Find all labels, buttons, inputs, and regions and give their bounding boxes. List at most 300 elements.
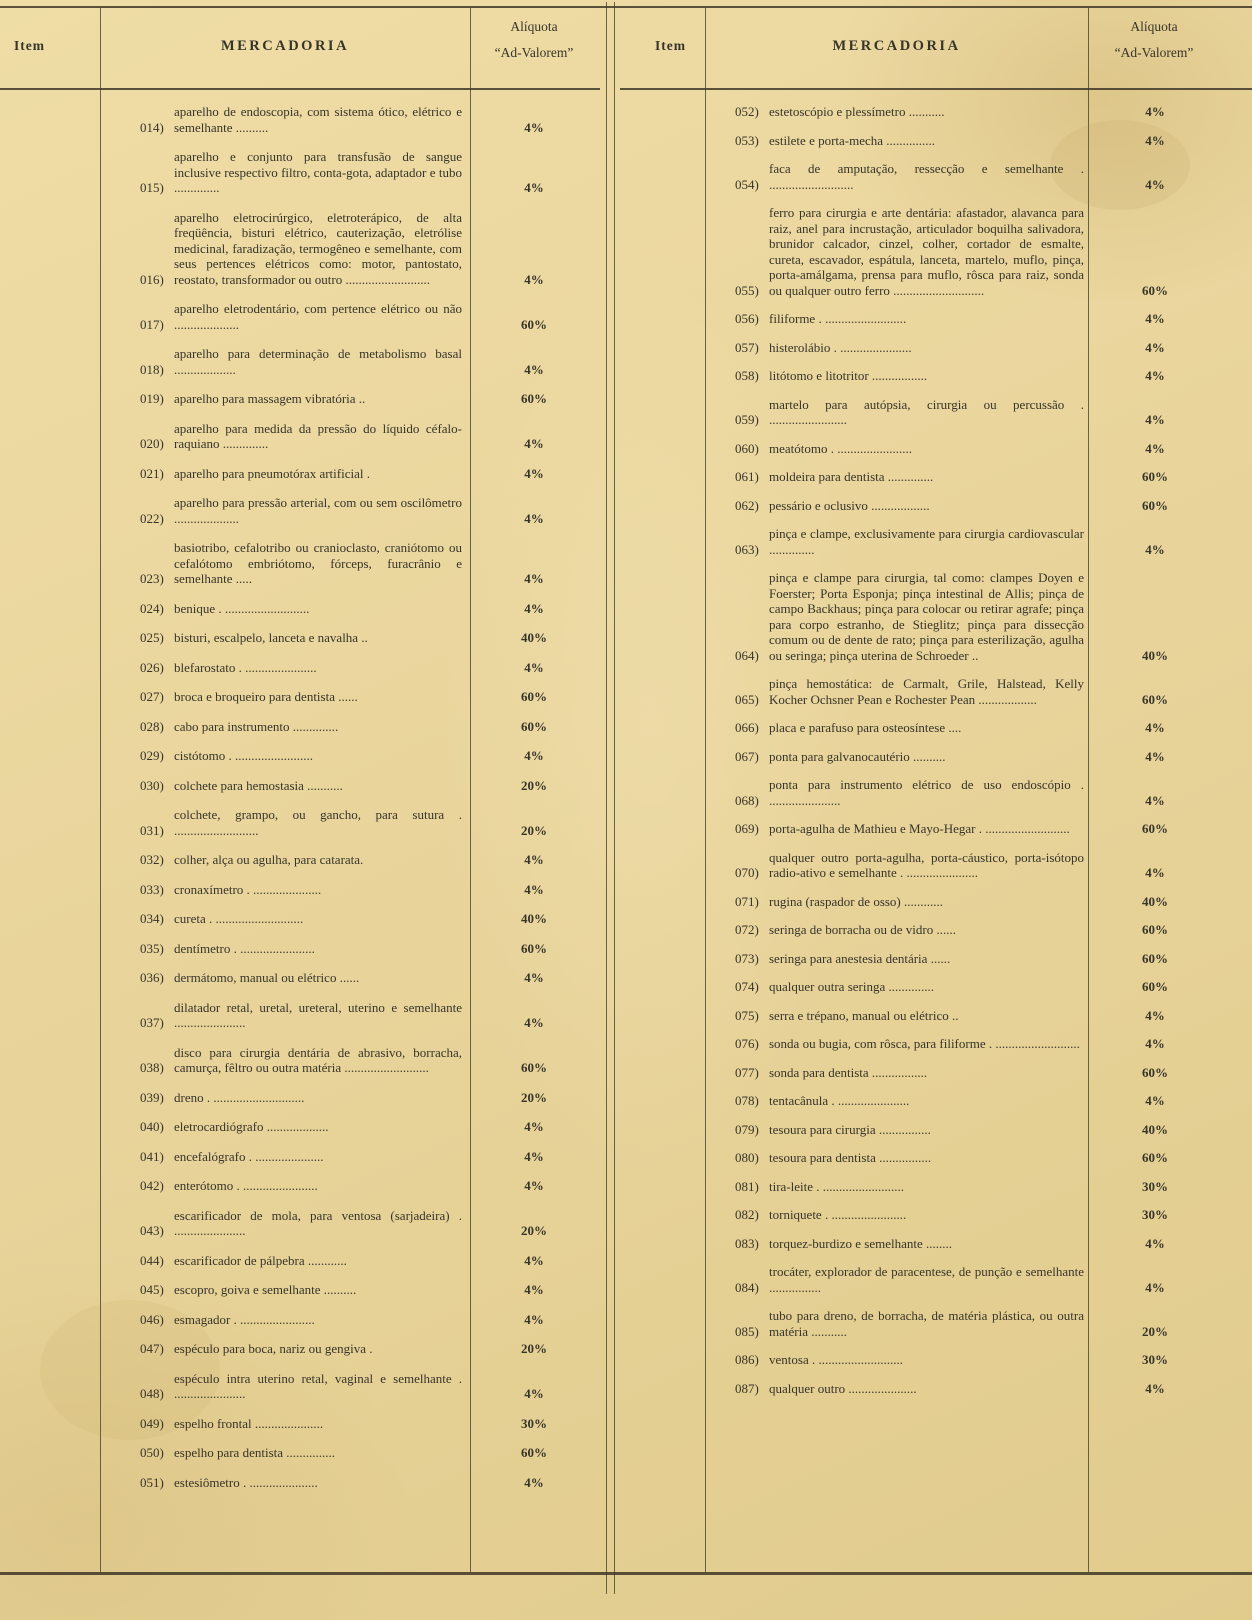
item-rate: 4%: [1145, 339, 1165, 355]
item-number: 027): [140, 689, 164, 704]
item-rate: 4%: [1145, 720, 1165, 735]
item-description: pinça e clampe para cirurgia, tal como: clampes Doyen e Foerster; Porta Esponja; pinça intestinal de Allis; pinça de campo Backhaus; pinça para colocar ou retirar agrafe; pinça para corpo estranho, de Stieglitz; pinça para dissecção comum ou de dente de rato; pinça para esterilização, agulha ou seringa; pinça uterina de Schroeder ..: [769, 570, 1084, 663]
item-column-header: Item: [655, 38, 686, 53]
item-rate: 4%: [524, 1015, 544, 1030]
item-description: seringa para anestesia dentária ......: [769, 950, 951, 966]
table-row: [620, 979, 1220, 995]
item-rate: 4%: [1145, 748, 1165, 764]
item-description: eletrocardiógrafo ...................: [174, 1119, 329, 1134]
item-number: 043): [140, 1223, 164, 1238]
item-description: qualquer outro .....................: [769, 1380, 917, 1396]
table-row: [0, 391, 600, 407]
item-description: moldeira para dentista ..............: [769, 469, 934, 484]
item-number: 058): [735, 368, 759, 383]
table-row: [620, 1008, 1220, 1024]
item-number: 025): [140, 630, 164, 645]
item-description: aparelho para medida da pressão do líquido céfalo-raquiano ..............: [174, 420, 462, 451]
item-number: 070): [735, 865, 759, 880]
item-rate: 4%: [1145, 104, 1165, 119]
item-number: 018): [140, 361, 164, 377]
item-rate: 4%: [1145, 1279, 1165, 1295]
item-rate: 60%: [1142, 1150, 1168, 1165]
item-rate: 30%: [521, 1415, 547, 1431]
item-number: 076): [735, 1036, 759, 1051]
item-number: 081): [735, 1178, 759, 1194]
aliquota-header-line2: “Ad-Valorem”: [494, 45, 574, 61]
item-rate: 4%: [524, 600, 544, 616]
item-description: qualquer outra seringa ..............: [769, 979, 934, 994]
item-description: ponta para galvanocautério ..........: [769, 748, 946, 764]
items-column-right: [620, 104, 1220, 1409]
item-description: escopro, goiva e semelhante ..........: [174, 1282, 357, 1297]
item-rate: 4%: [524, 1474, 544, 1490]
table-row: [620, 441, 1220, 457]
table-row: [0, 1045, 600, 1076]
item-rate: 4%: [1145, 176, 1165, 192]
item-number: 046): [140, 1311, 164, 1327]
item-number: 066): [735, 720, 759, 735]
table-row: [620, 1093, 1220, 1109]
item-number: 033): [140, 881, 164, 897]
item-number: 026): [140, 659, 164, 675]
item-rate: 60%: [521, 718, 547, 734]
table-row: [0, 748, 600, 764]
item-description: tira-leite . .........................: [769, 1178, 905, 1194]
item-description: estesiômetro . .....................: [174, 1474, 318, 1490]
table-row: [620, 311, 1220, 327]
item-rate: 4%: [1145, 792, 1165, 808]
table-row: [0, 1149, 600, 1165]
item-number: 050): [140, 1445, 164, 1460]
item-number: 062): [735, 497, 759, 513]
item-number: 028): [140, 718, 164, 734]
table-row: [620, 161, 1220, 192]
item-number: 069): [735, 821, 759, 836]
item-number: 031): [140, 822, 164, 838]
item-description: martelo para autópsia, cirurgia ou percussão . ........................: [769, 396, 1084, 427]
table-row: [0, 495, 600, 526]
item-rate: 4%: [524, 271, 544, 287]
item-description: espelho para dentista ...............: [174, 1445, 336, 1460]
item-description: filiforme . .........................: [769, 311, 907, 326]
item-rate: 40%: [521, 630, 547, 645]
item-column-header: Item: [14, 38, 45, 53]
item-rate: 4%: [1145, 368, 1165, 383]
table-row: [0, 466, 600, 482]
item-description: placa e parafuso para osteosíntese ....: [769, 720, 962, 735]
table-row: [620, 1207, 1220, 1223]
table-row: [620, 526, 1220, 557]
table-row: [620, 922, 1220, 938]
item-number: 038): [140, 1060, 164, 1075]
item-description: aparelho eletrodentário, com pertence elétrico ou não ....................: [174, 301, 462, 332]
table-row: [620, 951, 1220, 967]
item-description: encefalógrafo . .....................: [174, 1148, 324, 1164]
item-rate: 20%: [521, 1341, 547, 1356]
table-row: [0, 1371, 600, 1402]
item-number: 034): [140, 911, 164, 926]
item-number: 052): [735, 104, 759, 119]
table-row: [0, 1445, 600, 1461]
item-number: 039): [140, 1089, 164, 1105]
table-row: [620, 1036, 1220, 1052]
item-rate: 20%: [1142, 1323, 1168, 1339]
table-row: [0, 1416, 600, 1432]
aliquota-header-line1: Alíquota: [1130, 19, 1178, 34]
item-rate: 4%: [1145, 541, 1165, 557]
center-divider-1: [606, 2, 607, 1594]
table-row: [0, 911, 600, 927]
item-rate: 4%: [524, 119, 544, 135]
item-rate: 4%: [524, 659, 544, 675]
item-rate: 4%: [1145, 440, 1165, 456]
item-number: 060): [735, 440, 759, 456]
item-rate: 4%: [524, 180, 544, 195]
item-description: qualquer outro porta-agulha, porta-cáustico, porta-isótopo radio-ativo e semelhante . ......................: [769, 849, 1084, 880]
table-row: [0, 1282, 600, 1298]
item-description: broca e broqueiro para dentista ......: [174, 689, 358, 704]
item-number: 017): [140, 316, 164, 332]
table-right-half: [620, 0, 1220, 1620]
item-description: serra e trépano, manual ou elétrico ..: [769, 1007, 959, 1023]
item-description: basiotribo, cefalotribo ou cranioclasto, craniótomo ou cefalótomo embriótomo, fórceps, furacrânio e semelhante .....: [174, 540, 462, 586]
table-row: [620, 469, 1220, 485]
item-description: ponta para instrumento elétrico de uso endoscópio . ......................: [769, 777, 1084, 808]
item-description: estetoscópio e plessímetro ...........: [769, 104, 945, 119]
item-description: tesoura para dentista ................: [769, 1150, 932, 1165]
table-row: [620, 1179, 1220, 1195]
table-row: [0, 852, 600, 868]
table-row: [0, 660, 600, 676]
item-rate: 4%: [524, 571, 544, 586]
item-rate: 60%: [1142, 497, 1168, 513]
item-rate: 4%: [524, 1119, 544, 1134]
item-number: 074): [735, 979, 759, 994]
item-number: 048): [140, 1386, 164, 1401]
item-description: colher, alça ou agulha, para catarata.: [174, 852, 364, 867]
item-description: sonda para dentista .................: [769, 1064, 928, 1080]
item-description: litótomo e litotritor .................: [769, 368, 928, 383]
item-description: ventosa . ..........................: [769, 1352, 903, 1367]
table-row: [0, 778, 600, 794]
item-rate: 4%: [524, 852, 544, 867]
item-rate: 60%: [1142, 979, 1168, 994]
table-row: [620, 570, 1220, 663]
item-rate: 30%: [1142, 1352, 1168, 1367]
table-row: [0, 1341, 600, 1357]
item-number: 047): [140, 1341, 164, 1356]
item-description: blefarostato . ......................: [174, 659, 317, 675]
item-number: 041): [140, 1148, 164, 1164]
item-rate: 40%: [521, 911, 547, 926]
table-row: [0, 601, 600, 617]
aliquota-header-line1: Alíquota: [510, 19, 558, 34]
item-number: 030): [140, 777, 164, 793]
table-row: [620, 1236, 1220, 1252]
item-number: 064): [735, 647, 759, 663]
item-description: meatótomo . .......................: [769, 440, 912, 456]
item-number: 051): [140, 1474, 164, 1490]
item-rate: 60%: [1142, 691, 1168, 707]
table-row: [620, 1264, 1220, 1295]
item-description: tesoura para cirurgia ................: [769, 1121, 931, 1137]
mercadoria-column-header: MERCADORIA: [220, 38, 350, 54]
item-number: 023): [140, 571, 164, 586]
item-description: pinça e clampe, exclusivamente para cirurgia cardiovascular ..............: [769, 526, 1084, 557]
item-description: aparelho eletrocirúrgico, eletroterápico, de alta freqüência, bisturi elétrico, cauterização, eletrólise medicinal, faradização, termogêneo e semelhante, com seus pertences elétricos como: motor, pantostato, reostato, transformador ou outro ..........................: [174, 209, 462, 287]
item-number: 057): [735, 339, 759, 355]
item-rate: 4%: [524, 1148, 544, 1164]
item-description: benique . ..........................: [174, 600, 310, 616]
item-number: 014): [140, 119, 164, 135]
item-number: 084): [735, 1279, 759, 1295]
item-description: colchete, grampo, ou gancho, para sutura . ..........................: [174, 807, 462, 838]
item-number: 063): [735, 541, 759, 557]
table-row: [0, 719, 600, 735]
table-row: [0, 882, 600, 898]
item-rate: 60%: [1142, 922, 1168, 937]
item-description: dilatador retal, uretal, ureteral, uterino e semelhante ......................: [174, 999, 462, 1030]
item-number: 068): [735, 792, 759, 808]
item-rate: 20%: [521, 1089, 547, 1105]
table-row: [0, 1208, 600, 1239]
item-rate: 60%: [1142, 1064, 1168, 1080]
table-row: [620, 1122, 1220, 1138]
item-description: histerolábio . ......................: [769, 339, 912, 355]
item-number: 035): [140, 940, 164, 956]
item-description: sonda ou bugia, com rôsca, para filiforme . ..........................: [769, 1036, 1080, 1051]
item-number: 067): [735, 748, 759, 764]
item-rate: 4%: [1145, 1235, 1165, 1251]
item-description: aparelho para massagem vibratória ..: [174, 391, 366, 406]
table-row: [620, 1065, 1220, 1081]
item-description: dermátomo, manual ou elétrico ......: [174, 970, 360, 985]
center-divider-2: [614, 2, 615, 1594]
item-rate: 60%: [521, 1445, 547, 1460]
table-row: [0, 104, 600, 135]
table-row: [620, 1308, 1220, 1339]
item-description: aparelho de endoscopia, com sistema ótico, elétrico e semelhante ..........: [174, 104, 462, 135]
item-number: 083): [735, 1235, 759, 1251]
item-description: cureta . ...........................: [174, 911, 304, 926]
mercadoria-column-header: MERCADORIA: [832, 38, 961, 54]
item-description: aparelho para pneumotórax artificial .: [174, 465, 370, 481]
item-rate: 4%: [1145, 1036, 1165, 1051]
table-row: [0, 1119, 600, 1135]
table-row: [0, 210, 600, 288]
item-rate: 40%: [1142, 647, 1168, 663]
table-row: [620, 205, 1220, 298]
item-number: 054): [735, 176, 759, 192]
item-description: colchete para hemostasia ...........: [174, 777, 343, 793]
table-row: [620, 397, 1220, 428]
items-column-left: [0, 104, 600, 1504]
item-description: aparelho para determinação de metabolismo basal ...................: [174, 346, 462, 377]
item-number: 020): [140, 436, 164, 451]
item-rate: 4%: [524, 361, 544, 377]
item-number: 078): [735, 1093, 759, 1108]
table-row: [0, 540, 600, 587]
item-rate: 30%: [1142, 1207, 1168, 1222]
item-description: aparelho e conjunto para transfusão de sangue inclusive respectivo filtro, conta-gota, adaptador e tubo ..............: [174, 149, 462, 195]
item-rate: 4%: [1145, 1380, 1165, 1396]
item-number: 080): [735, 1150, 759, 1165]
item-description: seringa de borracha ou de vidro ......: [769, 922, 956, 937]
table-row: [0, 1000, 600, 1031]
item-rate: 60%: [521, 1060, 547, 1075]
item-number: 049): [140, 1415, 164, 1431]
table-row: [0, 630, 600, 646]
table-row: [620, 1381, 1220, 1397]
item-rate: 4%: [524, 510, 544, 526]
table-row: [620, 777, 1220, 808]
item-number: 072): [735, 922, 759, 937]
item-description: torquez-burdizo e semelhante ........: [769, 1235, 953, 1251]
item-rate: 4%: [1145, 1093, 1165, 1108]
table-header-right: [620, 0, 1220, 96]
item-description: faca de amputação, ressecção e semelhante . ..........................: [769, 161, 1084, 192]
item-rate: 60%: [1142, 950, 1168, 966]
item-description: disco para cirurgia dentária de abrasivo, borracha, camurça, fêltro ou outra matéria ..........................: [174, 1044, 462, 1075]
item-number: 019): [140, 391, 164, 406]
item-description: cabo para instrumento ..............: [174, 718, 339, 734]
item-description: cronaxímetro . .....................: [174, 881, 322, 897]
table-row: [620, 340, 1220, 356]
item-description: trocáter, explorador de paracentese, de punção e semelhante ................: [769, 1264, 1084, 1295]
item-description: rugina (raspador de osso) ............: [769, 893, 944, 909]
item-number: 071): [735, 893, 759, 909]
item-rate: 60%: [521, 316, 547, 332]
table-row: [620, 749, 1220, 765]
item-number: 086): [735, 1352, 759, 1367]
item-rate: 60%: [521, 689, 547, 704]
item-rate: 4%: [1145, 311, 1165, 326]
table-row: [0, 1475, 600, 1491]
item-number: 082): [735, 1207, 759, 1222]
item-number: 042): [140, 1178, 164, 1193]
aliquota-column-header: [468, 14, 600, 67]
item-rate: 4%: [524, 748, 544, 763]
table-row: [0, 1090, 600, 1106]
item-description: espéculo para boca, nariz ou gengiva .: [174, 1341, 373, 1356]
item-number: 087): [735, 1380, 759, 1396]
item-description: aparelho para pressão arterial, com ou sem oscilômetro ....................: [174, 495, 462, 526]
item-rate: 20%: [521, 777, 547, 793]
table-row: [620, 133, 1220, 149]
table-row: [0, 421, 600, 452]
item-number: 053): [735, 132, 759, 148]
aliquota-header-line2: “Ad-Valorem”: [1114, 45, 1194, 61]
item-number: 065): [735, 691, 759, 707]
item-description: tubo para dreno, de borracha, de matéria plástica, ou outra matéria ...........: [769, 1308, 1084, 1339]
item-number: 055): [735, 282, 759, 298]
item-rate: 60%: [1142, 821, 1168, 836]
table-row: [0, 807, 600, 838]
item-rate: 40%: [1142, 893, 1168, 909]
item-description: bisturi, escalpelo, lanceta e navalha ..: [174, 630, 368, 645]
item-number: 022): [140, 510, 164, 526]
item-number: 032): [140, 852, 164, 867]
item-rate: 60%: [521, 940, 547, 956]
item-rate: 40%: [1142, 1121, 1168, 1137]
item-rate: 20%: [521, 1223, 547, 1238]
item-number: 044): [140, 1252, 164, 1268]
table-row: [620, 1150, 1220, 1166]
table-row: [0, 970, 600, 986]
item-number: 016): [140, 271, 164, 287]
item-rate: 4%: [1145, 132, 1165, 148]
item-rate: 30%: [1142, 1178, 1168, 1194]
item-number: 075): [735, 1007, 759, 1023]
item-rate: 4%: [524, 1252, 544, 1268]
table-row: [620, 894, 1220, 910]
item-number: 045): [140, 1282, 164, 1297]
item-description: dreno . ............................: [174, 1089, 305, 1105]
table-row: [0, 301, 600, 332]
item-description: pessário e oclusivo ..................: [769, 497, 930, 513]
item-rate: 4%: [524, 465, 544, 481]
item-rate: 4%: [1145, 865, 1165, 880]
item-number: 085): [735, 1323, 759, 1339]
item-description: enterótomo . .......................: [174, 1178, 318, 1193]
item-description: esmagador . .......................: [174, 1311, 315, 1327]
aliquota-column-header: [1088, 14, 1220, 67]
table-row: [620, 720, 1220, 736]
item-description: ferro para cirurgia e arte dentária: afastador, alavanca para raiz, anel para incrustação, articulador boquilha salivadora, brunidor calcador, cinzel, colher, cortador de esmalte, cureta, escavador, espátula, lanceta, martelo, muflo, pinça, porta-amálgama, prensa para muflo, rôsca para raiz, sonda ou qualquer outro ferro ............................: [769, 205, 1084, 298]
item-description: pinça hemostática: de Carmalt, Grile, Halstead, Kelly Kocher Ochsner Pean e Rochester Pean ..................: [769, 676, 1084, 707]
table-row: [0, 689, 600, 705]
table-header-left: [0, 0, 600, 96]
item-description: porta-agulha de Mathieu e Mayo-Hegar . ..........................: [769, 821, 1070, 836]
item-description: espelho frontal .....................: [174, 1415, 324, 1431]
item-number: 021): [140, 465, 164, 481]
item-number: 061): [735, 469, 759, 484]
item-number: 037): [140, 1015, 164, 1030]
item-number: 059): [735, 412, 759, 427]
table-row: [0, 941, 600, 957]
item-description: cistótomo . ........................: [174, 748, 314, 763]
table-row: [620, 104, 1220, 120]
table-row: [0, 346, 600, 377]
item-description: escarificador de pálpebra ............: [174, 1252, 347, 1268]
table-row: [620, 368, 1220, 384]
item-number: 040): [140, 1119, 164, 1134]
item-rate: 60%: [1142, 469, 1168, 484]
table-row: [620, 1352, 1220, 1368]
item-rate: 4%: [524, 881, 544, 897]
item-rate: 4%: [524, 1282, 544, 1297]
item-rate: 4%: [524, 1311, 544, 1327]
item-rate: 20%: [521, 822, 547, 838]
item-rate: 4%: [524, 970, 544, 985]
item-number: 077): [735, 1064, 759, 1080]
item-description: torniquete . .......................: [769, 1207, 907, 1222]
item-rate: 4%: [524, 1178, 544, 1193]
item-description: dentímetro . .......................: [174, 940, 315, 956]
item-number: 015): [140, 180, 164, 195]
item-rate: 60%: [521, 391, 547, 406]
table-row: [0, 1253, 600, 1269]
table-row: [620, 850, 1220, 881]
item-number: 079): [735, 1121, 759, 1137]
table-left-half: [0, 0, 600, 1620]
item-rate: 4%: [1145, 1007, 1165, 1023]
item-number: 073): [735, 950, 759, 966]
item-description: escarificador de mola, para ventosa (sarjadeira) . ......................: [174, 1207, 462, 1238]
item-description: espéculo intra uterino retal, vaginal e semelhante . ......................: [174, 1370, 462, 1401]
item-number: 036): [140, 970, 164, 985]
item-number: 029): [140, 748, 164, 763]
